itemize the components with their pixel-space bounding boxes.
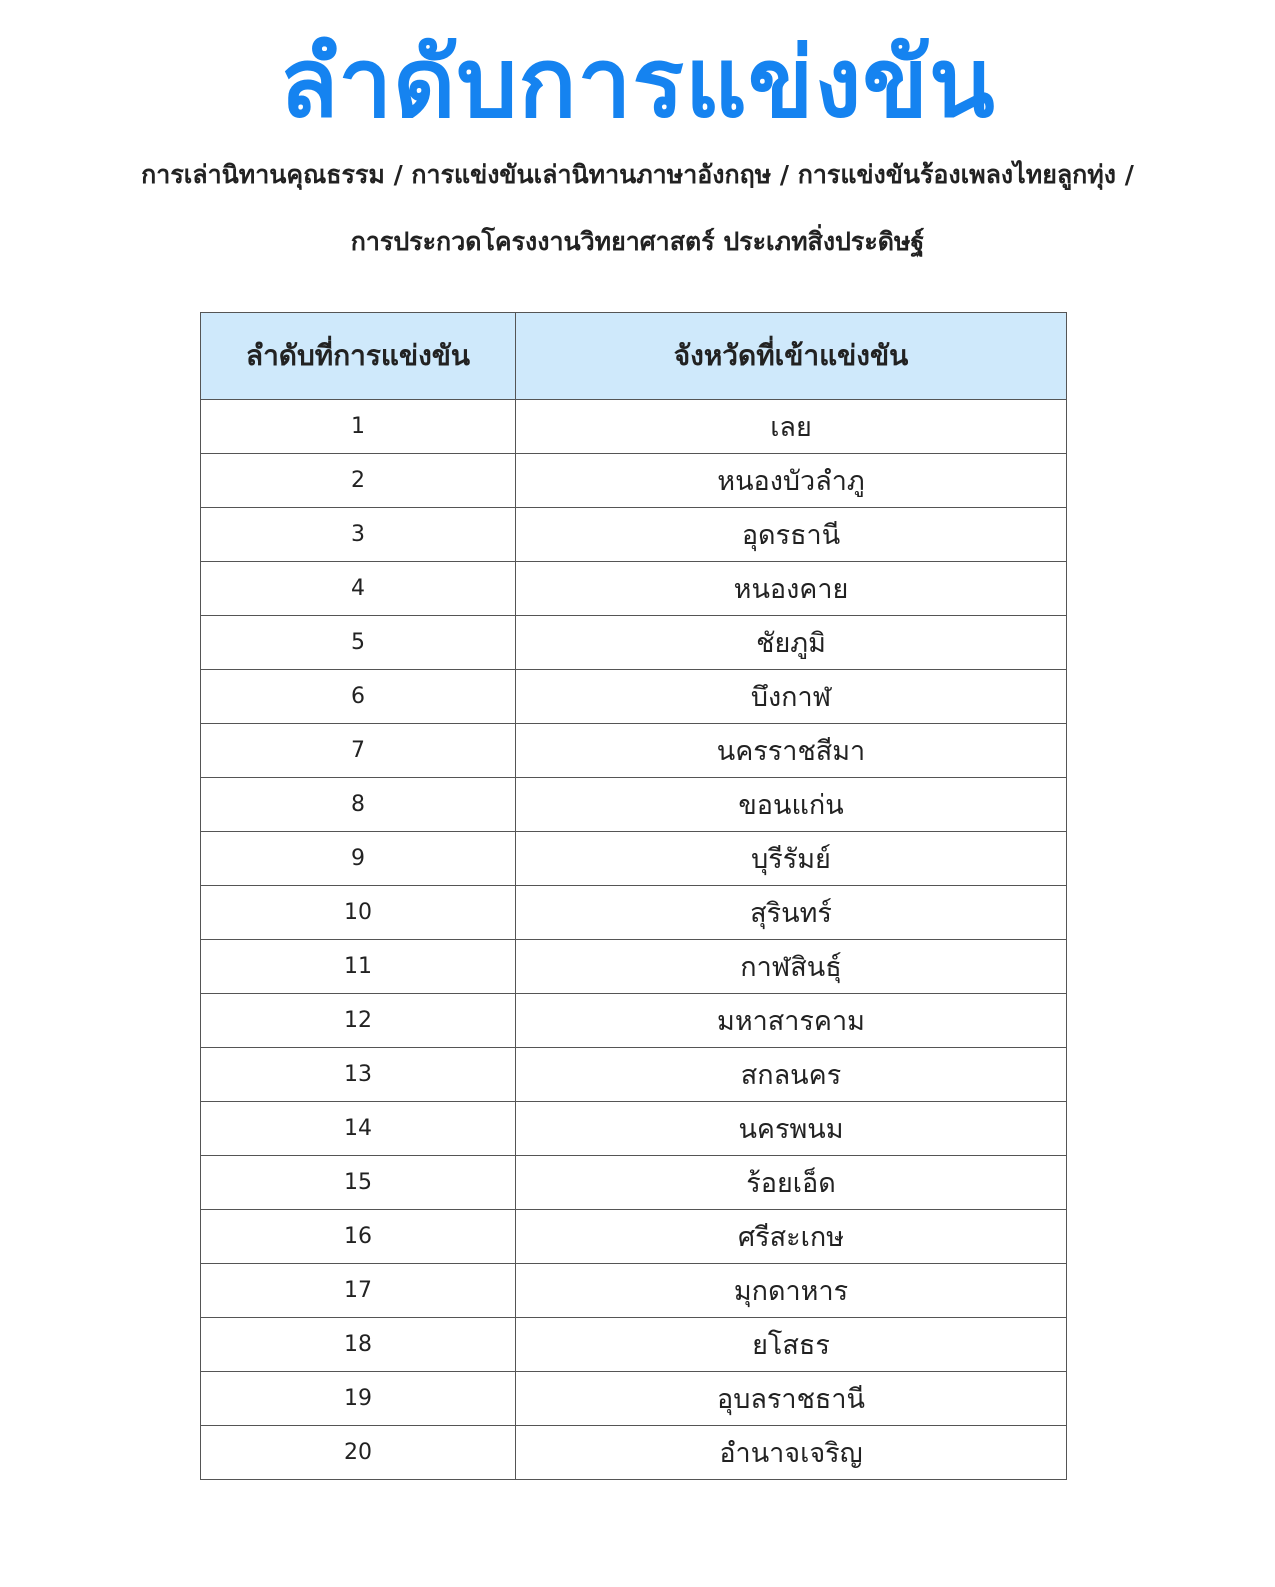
- table-header-row: [201, 313, 1067, 400]
- rank-cell: 5: [201, 616, 516, 670]
- rank-cell: 1: [201, 400, 516, 454]
- rank-cell: 20: [201, 1426, 516, 1480]
- rank-cell: 19: [201, 1372, 516, 1426]
- table-row: [201, 1156, 1067, 1210]
- province-cell: อำนาจเจริญ: [516, 1426, 1067, 1480]
- page-title: ลำดับการแข่งขัน: [279, 27, 996, 139]
- table-row: [201, 886, 1067, 940]
- rank-cell: 4: [201, 562, 516, 616]
- province-cell: อุดรธานี: [516, 508, 1067, 562]
- table-row: [201, 1048, 1067, 1102]
- rank-cell: 16: [201, 1210, 516, 1264]
- table-row: [201, 454, 1067, 508]
- province-cell: ชัยภูมิ: [516, 616, 1067, 670]
- province-cell: สกลนคร: [516, 1048, 1067, 1102]
- table-row: [201, 1372, 1067, 1426]
- rank-cell: 18: [201, 1318, 516, 1372]
- province-cell: นครพนม: [516, 1102, 1067, 1156]
- table-row: [201, 562, 1067, 616]
- rank-cell: 13: [201, 1048, 516, 1102]
- rank-cell: 10: [201, 886, 516, 940]
- rank-cell: 3: [201, 508, 516, 562]
- province-cell: นครราชสีมา: [516, 724, 1067, 778]
- rank-cell: 2: [201, 454, 516, 508]
- table-body: [201, 400, 1067, 1480]
- table-row: [201, 778, 1067, 832]
- table-row: [201, 616, 1067, 670]
- table-row: [201, 832, 1067, 886]
- table-row: [201, 508, 1067, 562]
- table-row: [201, 1210, 1067, 1264]
- table-row: [201, 1426, 1067, 1480]
- table-row: [201, 994, 1067, 1048]
- subtitle-line-2: การประกวดโครงงานวิทยาศาสตร์ ประเภทสิ่งประดิษฐ์: [350, 227, 925, 256]
- rank-cell: 15: [201, 1156, 516, 1210]
- province-cell: เลย: [516, 400, 1067, 454]
- province-cell: หนองบัวลำภู: [516, 454, 1067, 508]
- province-cell: ขอนแก่น: [516, 778, 1067, 832]
- province-cell: สุรินทร์: [516, 886, 1067, 940]
- province-cell: ร้อยเอ็ด: [516, 1156, 1067, 1210]
- rank-cell: 9: [201, 832, 516, 886]
- province-cell: อุบลราชธานี: [516, 1372, 1067, 1426]
- table-row: [201, 1318, 1067, 1372]
- province-cell: บึงกาฬ: [516, 670, 1067, 724]
- table-row: [201, 670, 1067, 724]
- rank-cell: 8: [201, 778, 516, 832]
- table-row: [201, 724, 1067, 778]
- rank-cell: 11: [201, 940, 516, 994]
- province-cell: บุรีรัมย์: [516, 832, 1067, 886]
- rank-cell: 12: [201, 994, 516, 1048]
- rank-cell: 14: [201, 1102, 516, 1156]
- province-cell: มหาสารคาม: [516, 994, 1067, 1048]
- table-row: [201, 400, 1067, 454]
- rank-cell: 17: [201, 1264, 516, 1318]
- ranking-table: [200, 312, 1067, 1480]
- table-row: [201, 940, 1067, 994]
- province-cell: มุกดาหาร: [516, 1264, 1067, 1318]
- rank-cell: 6: [201, 670, 516, 724]
- subtitle-line-1: การเล่านิทานคุณธรรม / การแข่งขันเล่านิทานภาษาอังกฤษ / การแข่งขันร้องเพลงไทยลูกทุ่ง /: [141, 160, 1134, 189]
- province-cell: ยโสธร: [516, 1318, 1067, 1372]
- table-row: [201, 1102, 1067, 1156]
- province-cell: กาฬสินธุ์: [516, 940, 1067, 994]
- table-row: [201, 1264, 1067, 1318]
- province-cell: ศรีสะเกษ: [516, 1210, 1067, 1264]
- header-rank: ลำดับที่การแข่งขัน: [201, 313, 516, 400]
- province-cell: หนองคาย: [516, 562, 1067, 616]
- rank-cell: 7: [201, 724, 516, 778]
- header-province: จังหวัดที่เข้าแข่งขัน: [516, 313, 1067, 400]
